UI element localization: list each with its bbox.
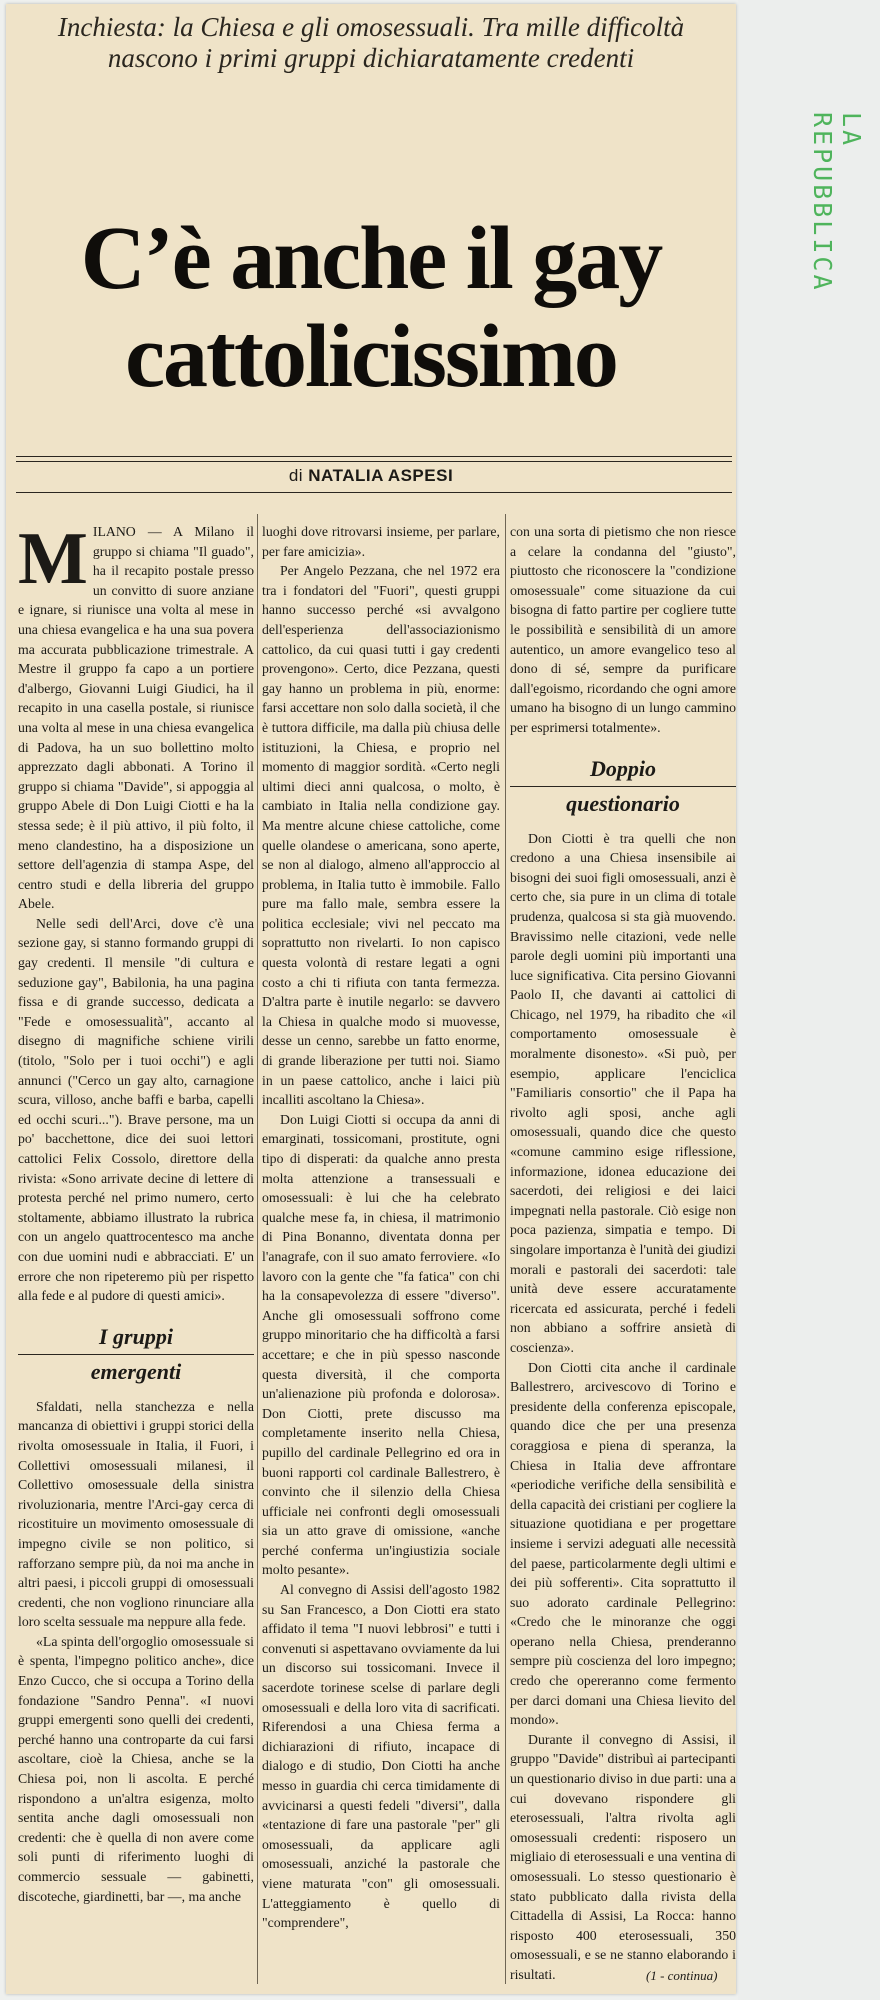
continued-note: (1 - continua) [646, 1968, 718, 1983]
headline-line-1: C’è anche il gay [80, 209, 662, 308]
byline-rule-bottom [16, 492, 732, 493]
byline-author: NATALIA ASPESI [308, 466, 454, 485]
paragraph: Durante il convegno di Assisi, il gruppo "Davide" distribuì ai partecipanti un questionario diviso in due parti: una a cui dovevano rispondere gli eterosessuali, l'altra rivolta agli omosessuali credenti: risposero un migliaio di eterosessuali e una ventina di omosessuali. Lo stesso questionario è stato pubblicato dalla rivista della Cittadella di Assisi, La Rocca: hanno risposto 400 eterosessuali, 350 omosessuali, e se ne stanno elaborando i risultati. [510, 1731, 736, 1982]
subhead-doppio-questionario: Doppio questionario [510, 754, 736, 819]
byline-rule-top [16, 456, 732, 457]
article-column-2 [262, 522, 500, 1982]
article-column-3 [510, 522, 736, 1982]
paragraph: Nelle sedi dell'Arci, dove c'è una sezione gay, si stanno formando gruppi di gay credenti. Il mensile "di cultura e seduzione gay", Babilonia, ha una pagina fissa e di grande successo, dedicata a "Fede e omosessualità", accanto al disegno di magnifiche schiene virili (titolo, "Solo per i tuoi occhi") e agli annunci ("Cerco un gay alto, carnagione scura, villoso, anche baffi e barba, capelli ed occhi scuri..."). Brave persone, ma un po' bacchettone, dice dei suoi lettori cattolici Felix Cossolo, direttore della rivista: «Sono arrivate decine di lettere di protesta perché nel primo numero, certo stoltamente, abbiamo illustrato la rubrica con un angelo quattrocentesco ma anche con due uomini nudi e abbracciati. E' un errore che non ripeteremo più per rispetto alla fede e al pudore di questi amici». [18, 915, 254, 1304]
paragraph: «La spinta dell'orgoglio omosessuale si è spenta, l'impegno politico anche», dice Enzo Cucco, che si occupa a Torino della fondazione "Sandro Penna". «I nuovi gruppi emergenti sono quelli dei credenti, perché hanno una controparte da cui farsi ascoltare, cioè la Chiesa, anche se la Chiesa poi, non li ascolta. E perché rispondono a un'altra esigenza, molto sentita anche dagli omosessuali non credenti: che è quella di non avere come soli punti di riferimento luoghi di commercio sessuale — gabinetti, discoteche, giardinetti, bar —, ma anche [18, 1633, 254, 1904]
paragraph: Don Ciotti è tra quelli che non credono a una Chiesa insensibile ai bisogni dei suoi figli omosessuali, anzi è certo che, sia pure in un clima di totale prudenza, qualcosa si sta già muovendo. Bravissimo nelle citazioni, vede nelle parole degli uomini più importanti una luce significativa. Cita persino Giovanni Paolo II, che davanti ai cattolici di Chicago, nel 1979, ha ribadito che «il comportamento omosessuale è moralmente disonesto». «Si può, per esempio, applicare l'enciclica "Familiaris consortio" che il Papa ha rivolto agli sposi, anche agli omosessuali, quando dice che questo «comune cammino esige riflessione, informazione, idonea educazione dei sacerdoti, dei religiosi e dei laici impegnati nella pastorale. Ciò esige non poca pazienza, simpatia e tempo. Di singolare importanza è l'unità dei giudizi morali e pastorali dei sacerdoti: tale unità deve essere accuratamente ricercata ed assicurata, perché i fedeli non abbiano a soffrire ansietà di coscienza». [510, 830, 736, 1355]
byline [6, 466, 736, 486]
column-divider-2 [505, 514, 506, 1984]
paragraph: Sfaldati, nella stanchezza e nella mancanza di obiettivi i gruppi storici della rivolta omosessuale in Italia, il Fuori, i Collettivi omosessuali milanesi, il Collettivo omosessuale della sinistra rivoluzionaria, mentre l'Arci-gay cerca di ricostituire un movimento omosessuale di impegno civile se non politico, si rafforzano sempre più, da noi ma anche in altri paesi, i piccoli gruppi di omosessuali credenti, che non vogliono rinunciare alla loro scelta sessuale ma neppure alla fede. [18, 1398, 254, 1630]
article-column-1 [18, 522, 254, 1982]
paragraph: con una sorta di pietismo che non riesce a celare la condanna del "giusto", piuttosto che riconoscere la "condizione omosessuale" come situazione da cui bisogna di fatto partire per cogliere tutte le possibilità e sensibilità di un amore autentico, un amore evangelico teso al dono di sé, sempre da purificare dall'egoismo, ricordando che ogni amore umano ha bisogno di un lungo cammino per esprimersi totalmente». [510, 524, 736, 735]
headline-line-2: cattolicissimo [125, 307, 617, 406]
paragraph: Don Ciotti cita anche il cardinale Ballestrero, arcivescovo di Torino e presidente della conferenza episcopale, quando dice che per una presenza coraggiosa e piena di speranza, la Chiesa in Italia deve affrontare «periodiche verifiche della sensibilità e della capacità dei cristiani per cogliere la situazione quotidiana e per progettare insieme i servizi adeguati alle necessità del paese, particolarmente degli ultimi e dei più sofferenti». Cita soprattutto il suo adorato cardinale Pellegrino: «Credo che le minoranze che oggi operano nella Chiesa, prenderanno sempre più coscienza del loro impegno; credo che opereranno come fermento per darci domani una Chiesa lievito del mondo». [510, 1359, 736, 1728]
paragraph: Per Angelo Pezzana, che nel 1972 era tra i fondatori del "Fuori", questi gruppi hanno successo perché «si avvalgono dell'esperienza dell'associazionismo cattolico, da cui quasi tutti i gay credenti provengono». Certo, dice Pezzana, questi gay hanno un problema in più, enorme: farsi accettare non solo dalla società, il che è tuttora difficile, ma dalla più chiusa delle istituzioni, la Chiesa, e proprio nel momento di maggior sordità. «Certo negli ultimi dieci anni qualcosa, o molto, è cambiato in Italia nella condizione gay. Ma mentre alcune chiese cattoliche, come quelle olandese o americana, sono aperte, se non al dialogo, almeno all'approccio al problema, in Italia tutto è immobile. Fallo pure ma fallo male, sembra essere la politica ecclesiale; vivi nel peccato ma soprattutto non rivelarti. Io non capisco questa volontà di restare legati a ogni costo a chi ti rifiuta con tanta fermezza. D'altra parte è inutile negarlo: se davvero la Chiesa in qualche modo si muovesse, desse un cenno, sarebbe un fatto enorme, di grande liberazione per tutti noi. Siamo in un paese cattolico, anche i laici più incalliti ascoltano la Chiesa». [262, 563, 500, 1108]
kicker [6, 12, 736, 74]
newspaper-clipping [6, 4, 736, 1994]
drop-cap: M [18, 522, 88, 600]
column-divider-1 [257, 514, 258, 1984]
paragraph: Al convegno di Assisi dell'agosto 1982 su San Francesco, a Don Ciotti era stato affidato il tema "I nuovi lebbrosi" e tutti i convenuti si aspettavano ovviamente da lui un discorso sui tossicomani. Invece il sacerdote torinese scelse di parlare degli omosessuali e della loro vita di sacrificati. Riferendosi a una Chiesa ferma a dichiarazioni di rifiuto, incapace di dialogo e di studio, Don Ciotti ha anche messo in guardia chi cerca timidamente di avvicinarsi a questi fedeli "diversi", dalla «tentazione di fare una pastorale "per" gli omosessuali, da applicare agli omosessuali, anziché la pastorale che viene maturata "con" gli omosessuali. L'atteggiamento è quello di "comprendere", [262, 1582, 500, 1931]
paragraph: luoghi dove ritrovarsi insieme, per parlare, per fare amicizia». [262, 524, 500, 559]
note-word-la: LA [837, 112, 866, 149]
paragraph: MILANO — A Milano il gruppo si chiama "Il guado", ha il recapito postale presso un convitto di suore anziane e ignare, si riunisce una volta al mese in una chiesa evangelica e ha una sua povera ma accurata pubblicazione trimestrale. A Mestre il gruppo fa capo a un portiere d'albergo, Giovanni Luigi Giudici, ha il recapito in una casella postale, si riunisce una volta al mese in una chiesa evangelica di Padova, ha un suo bollettino molto apprezzato dagli abbonati. A Torino il gruppo si chiama "Davide", si appoggia al gruppo Abele di Don Luigi Ciotti e ha la stessa sede; è il più attivo, il più folto, il meno clandestino, ha a disposizione un settore dell'agenzia di stampa Aspe, del centro studi e della libreria del gruppo Abele. [18, 522, 254, 912]
paragraph: Don Luigi Ciotti si occupa da anni di emarginati, tossicomani, prostitute, ogni tipo di disperati: da qualche anno presta molta attenzione a transessuali e omosessuali: è lui che ha celebrato qualche mese fa, in chiesa, il matrimonio di Pina Bonanno, diventata donna per l'anagrafe, con il suo amato ferroviere. «Io lavoro con la gente che "fa fatica" con chi ha la consapevolezza di essere "diverso". Anche gli omosessuali soffrono come gruppo minoritario che ha difficoltà a farsi accettare; e che in più spesso nasconde questa diversità, il che comporta un'alienazione più profonda e dolorosa». Don Ciotti, prete discusso ma completamente inserito nella Chiesa, pupillo del cardinale Pellegrino ed ora in buoni rapporti col cardinale Ballestrero, è convinto che il silenzio della Chiesa ufficiale nei confronti degli omosessuali sia un atto grave di omissione, «anche perché conferma un'ingiustizia sociale molto pesante». [262, 1111, 500, 1578]
kicker-line-1: Inchiesta: la Chiesa e gli omosessuali. Tra mille difficoltà [57, 12, 685, 42]
handwritten-source-note [808, 112, 866, 412]
subhead-gruppi-emergenti: I gruppi emergenti [18, 1322, 254, 1387]
note-word-repubblica: REPUBBLICA [808, 112, 837, 293]
byline-rule-top-double [16, 461, 732, 462]
headline [6, 210, 736, 406]
kicker-line-2: nascono i primi gruppi dichiaratamente credenti [107, 43, 635, 73]
byline-prefix: di [288, 466, 304, 485]
